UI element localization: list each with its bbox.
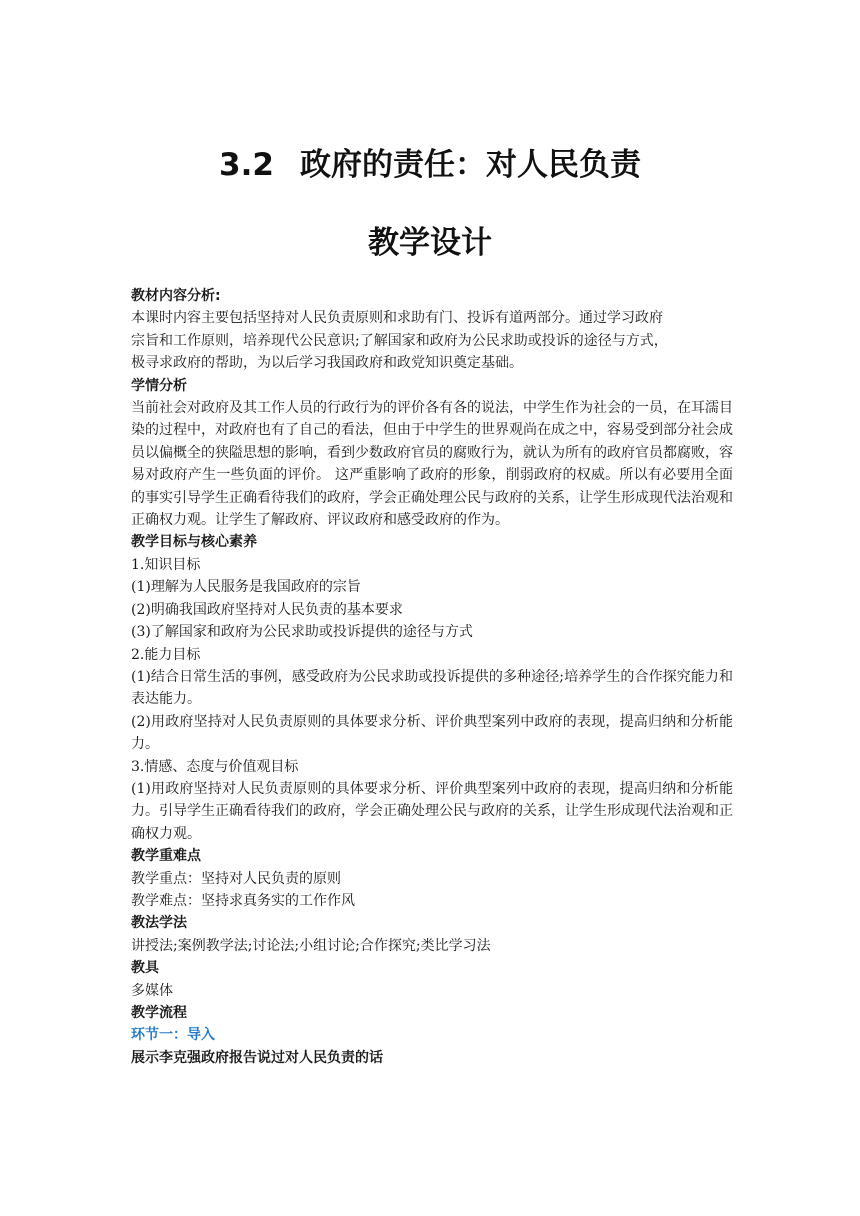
emotion-goal-item: (1)用政府坚持对人民负责原则的具体要求分析、评价典型案列中政府的表现，提高归纳和分析能力。引导学生正确看待我们的政府，学会正确处理公民与政府的关系，让学生形成现代法治观和正确权力观。 [131, 780, 733, 842]
material-line: 本课时内容主要包括坚持对人民负责原则和求助有门、投诉有道两部分。通过学习政府 [131, 310, 663, 327]
teaching-tools-text: 多媒体 [131, 982, 173, 999]
material-line: 宗旨和工作原则，培养现代公民意识;了解国家和政府为公民求助或投诉的途径与方式， [131, 332, 668, 349]
knowledge-goal-item: (1)理解为人民服务是我国政府的宗旨 [131, 579, 361, 596]
key-difficult-points-heading: 教学重难点 [131, 848, 201, 865]
stage-one-heading: 环节一：导入 [131, 1027, 215, 1044]
title-main: 政府的责任：对人民负责 [299, 147, 641, 183]
ability-goal-item: (1)结合日常生活的事例，感受政府为公民求助或投诉提供的多种途径;培养学生的合作探究能力和表达能力。 [131, 668, 733, 708]
ability-goals-heading: 2.能力目标 [131, 646, 201, 663]
material-line: 极寻求政府的帮助，为以后学习我国政府和政党知识奠定基础。 [131, 355, 523, 372]
goals-heading: 教学目标与核心素养 [131, 534, 257, 551]
key-point: 教学重点：坚持对人民负责的原则 [131, 870, 341, 887]
section-number: 3.2 [219, 147, 274, 183]
knowledge-goal-item: (3)了解国家和政府为公民求助或投诉提供的途径与方式 [131, 624, 473, 641]
teaching-methods-heading: 教法学法 [131, 915, 187, 932]
learner-analysis-text: 当前社会对政府及其工作人员的行政行为的评价各有各的说法，中学生作为社会的一员，在耳濡目染的过程中，对政府也有了自己的看法，但由于中学生的世界观尚在成之中，容易受到部分社会成员以偏概全的狭隘思想的影响，看到少数政府官员的腐败行为，就认为所有的政府官员都腐败，容易对政府产生一些负面的评价。 这严重影响了政府的形象，削弱政府的权威。所以有必要用全面的事实引导学生正确看待我们的政府，学会正确处理公民与政府的关系，让学生形成现代法治观和正确权力观。让学生了解政府、评议政府和感受政府的作为。 [131, 400, 733, 529]
learner-analysis-heading: 学情分析 [131, 377, 187, 394]
material-analysis-heading: 教材内容分析: [131, 288, 221, 304]
knowledge-goals-heading: 1.知识目标 [131, 556, 201, 573]
teaching-methods-text: 讲授法;案例教学法;讨论法;小组讨论;合作探究;类比学习法 [131, 937, 491, 954]
stage-one-text: 展示李克强政府报告说过对人民负责的话 [131, 1049, 383, 1066]
document-title [0, 139, 860, 184]
emotion-goals-heading: 3.情感、态度与价值观目标 [131, 758, 299, 775]
difficult-point: 教学难点：坚持求真务实的工作作风 [131, 892, 355, 909]
document-subtitle: 教学设计 [368, 225, 492, 261]
teaching-process-heading: 教学流程 [131, 1005, 187, 1021]
knowledge-goal-item: (2)明确我国政府坚持对人民负责的基本要求 [131, 601, 403, 618]
teaching-tools-heading: 教具 [131, 960, 159, 977]
document-body [131, 285, 733, 1069]
ability-goal-item: (2)用政府坚持对人民负责原则的具体要求分析、评价典型案列中政府的表现，提高归纳和分析能力。 [131, 713, 733, 753]
